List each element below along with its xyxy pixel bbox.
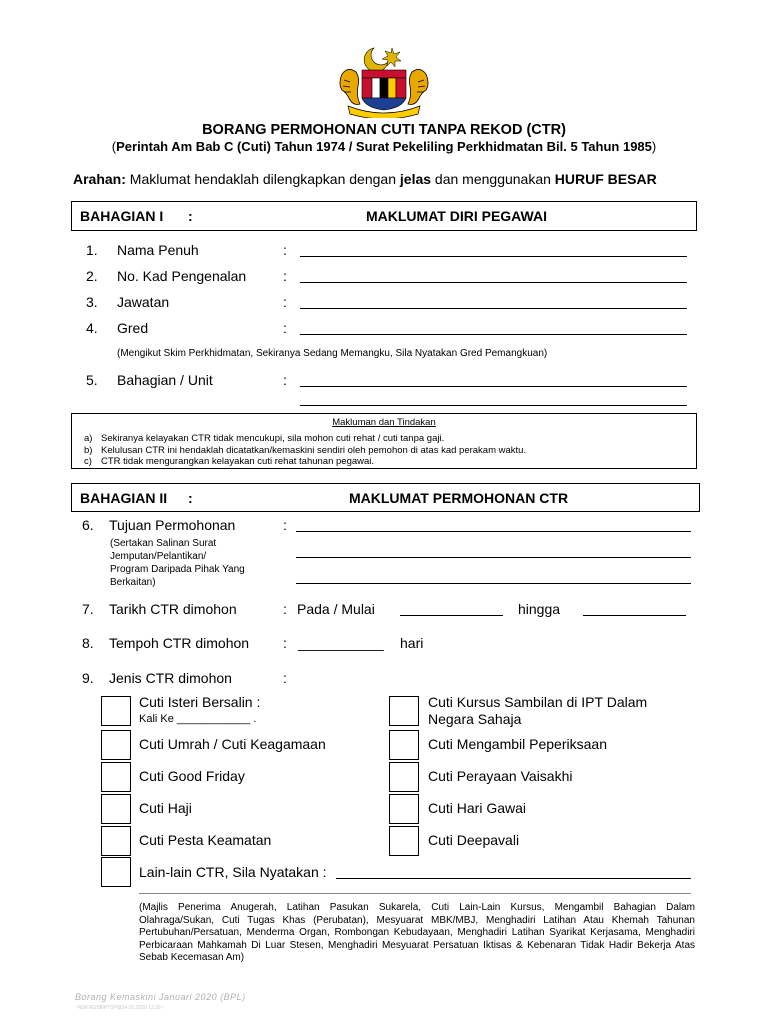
field3-label: Jawatan <box>117 294 170 310</box>
notice-item-b-mark: b) <box>84 445 93 456</box>
field2-colon: : <box>283 268 287 284</box>
field3-colon: : <box>283 294 287 310</box>
instruction-text-b: dan menggunakan <box>431 171 555 187</box>
tarikh-hingga-input-line[interactable] <box>583 615 686 616</box>
option-cuti-haji: Cuti Haji <box>139 800 192 816</box>
bahagian-unit-input-line-2[interactable] <box>300 405 687 406</box>
instruction-bold-b: HURUF BESAR <box>554 171 657 187</box>
field9-number: 9. <box>82 670 94 686</box>
other-note-line-2: Olahraga/Sukan, Cuti Tugas Khas (Perubatan), Mesyuarat MBK/MBJ, Menghadiri Latihan Atau Khemah Tahunan <box>139 914 695 926</box>
gred-input-line[interactable] <box>300 334 687 335</box>
option-cuti-isteri-bersalin: Cuti Isteri Bersalin : <box>139 694 261 710</box>
bahagian-unit-input-line[interactable] <box>300 386 687 387</box>
field6-note-line-1: (Sertakan Salinan Surat <box>110 538 217 549</box>
checkbox-cuti-good-friday[interactable] <box>101 762 131 792</box>
field1-label: Nama Penuh <box>117 242 199 258</box>
jawatan-input-line[interactable] <box>300 308 687 309</box>
kali-ke-field[interactable]: Kali Ke ____________ . <box>139 713 257 725</box>
field4-colon: : <box>283 320 287 336</box>
field5-number: 5. <box>86 372 98 388</box>
option-cuti-good-friday: Cuti Good Friday <box>139 768 245 784</box>
option-cuti-vaisakhi: Cuti Perayaan Vaisakhi <box>428 768 573 784</box>
checkbox-cuti-vaisakhi[interactable] <box>389 762 419 792</box>
field8-unit: hari <box>400 635 424 651</box>
instruction-text-a: Maklumat hendaklah dilengkapkan dengan <box>125 171 400 187</box>
field4-number: 4. <box>86 320 98 336</box>
lain-lain-input-line[interactable] <box>336 878 691 879</box>
field7-to-label: hingga <box>518 601 561 617</box>
option-lain-lain-label: Lain-lain CTR, Sila Nyatakan : <box>139 864 327 880</box>
section1-colon: : <box>188 208 193 224</box>
other-note-divider <box>139 893 691 894</box>
checkbox-cuti-kursus-sambilan[interactable] <box>389 696 419 726</box>
notice-item-c-text: CTR tidak mengurangkan kelayakan cuti rehat tahunan pegawai. <box>101 456 375 467</box>
checkbox-cuti-isteri-bersalin[interactable] <box>101 696 131 726</box>
field6-note-line-3: Program Daripada Pihak Yang <box>110 564 245 575</box>
option-cuti-umrah: Cuti Umrah / Cuti Keagamaan <box>139 736 326 752</box>
section1-title: MAKLUMAT DIRI PEGAWAI <box>366 208 547 224</box>
field6-note-line-2: Jemputan/Pelantikan/ <box>110 551 207 562</box>
field2-label: No. Kad Pengenalan <box>117 268 247 284</box>
instruction-bold-a: jelas <box>399 171 432 187</box>
footer-revision: Borang Kemaskini Januari 2020 (BPL) <box>75 992 246 1002</box>
other-note-line-5: Sebab Kecemasan Am) <box>139 952 245 963</box>
field9-label: Jenis CTR dimohon <box>109 670 232 686</box>
tujuan-input-line-2[interactable] <box>296 557 691 558</box>
option-cuti-deepavali: Cuti Deepavali <box>428 832 520 848</box>
field7-from-label: Pada / Mulai <box>297 601 375 617</box>
other-note-line-1: (Majlis Penerima Anugerah, Latihan Pasukan Sukarela, Cuti Lain-Lain Kursus, Mengambil Bahagian Dalam <box>139 902 695 913</box>
tempoh-input-blank[interactable]: ___________ <box>298 635 384 651</box>
checkbox-cuti-umrah[interactable] <box>101 730 131 760</box>
option-cuti-kursus-sambilan-line2: Negara Sahaja <box>428 711 522 727</box>
field2-number: 2. <box>86 268 98 284</box>
field6-number: 6. <box>82 517 94 533</box>
field4-label: Gred <box>117 320 149 336</box>
field7-number: 7. <box>82 601 94 617</box>
section2-label: BAHAGIAN II <box>80 490 168 506</box>
nama-penuh-input-line[interactable] <box>300 256 687 257</box>
section2-colon: : <box>188 490 193 506</box>
field1-colon: : <box>283 242 287 258</box>
field5-label: Bahagian / Unit <box>117 372 213 388</box>
field8-label: Tempoh CTR dimohon <box>109 635 250 651</box>
field7-label: Tarikh CTR dimohon <box>109 601 237 617</box>
checkbox-lain-lain[interactable] <box>101 857 131 887</box>
tujuan-input-line-1[interactable] <box>296 531 691 532</box>
option-cuti-kursus-sambilan: Cuti Kursus Sambilan di IPT Dalam <box>428 694 648 710</box>
kad-pengenalan-input-line[interactable] <box>300 282 687 283</box>
subtitle-close-paren: ) <box>651 139 657 154</box>
other-note-line-4: Perbicaraan Mahkamah Di Luar Stesen, Menghadiri Mesyuarat Persatuan Iktisas & Kebenaran Tidak Hadir Bekerja Atas <box>139 939 695 951</box>
field5-colon: : <box>283 372 287 388</box>
checkbox-cuti-hari-gawai[interactable] <box>389 794 419 824</box>
field1-number: 1. <box>86 242 98 258</box>
form-title: BORANG PERMOHONAN CUTI TANPA REKOD (CTR) <box>202 122 566 138</box>
section2-title: MAKLUMAT PERMOHONAN CTR <box>349 490 569 506</box>
malaysia-coat-of-arms-emblem <box>334 44 434 118</box>
checkbox-cuti-deepavali[interactable] <box>389 826 419 856</box>
other-note <box>139 902 695 965</box>
option-cuti-hari-gawai: Cuti Hari Gawai <box>428 800 527 816</box>
field6-label: Tujuan Permohonan <box>109 517 236 533</box>
field6-colon: : <box>283 517 287 533</box>
footer-ref: ~NUKI/6208/PTSP@14.01.2020 12:32~ <box>75 1005 164 1011</box>
tarikh-mulai-input-line[interactable] <box>400 615 503 616</box>
field3-number: 3. <box>86 294 98 310</box>
notice-item-a-mark: a) <box>84 433 93 444</box>
other-note-line-3: Pertubuhan/Persatuan, Menderma Organ, Rombongan Kebudayaan, Menghadiri Latihan Syarikat Kerjasama, Menghadiri <box>139 927 695 938</box>
notice-item-a-text: Sekiranya kelayakan CTR tidak mencukupi, sila mohon cuti rehat / cuti tanpa gaji. <box>101 433 445 444</box>
checkbox-cuti-haji[interactable] <box>101 794 131 824</box>
field9-colon: : <box>283 670 287 686</box>
gred-note: (Mengikut Skim Perkhidmatan, Sekiranya Sedang Memangku, Sila Nyatakan Gred Pemangkuan) <box>117 348 548 359</box>
field6-note-line-4: Berkaitan) <box>110 577 156 588</box>
checkbox-cuti-peperiksaan[interactable] <box>389 730 419 760</box>
checkbox-cuti-pesta-keamatan[interactable] <box>101 826 131 856</box>
subtitle-open-paren: ( <box>111 139 117 154</box>
section1-label: BAHAGIAN I <box>80 208 164 224</box>
option-cuti-peperiksaan: Cuti Mengambil Peperiksaan <box>428 736 607 752</box>
instruction-line <box>73 171 657 187</box>
subtitle-text: Perintah Am Bab C (Cuti) Tahun 1974 / Surat Pekeliling Perkhidmatan Bil. 5 Tahun 1985 <box>116 139 652 154</box>
form-subtitle <box>0 139 768 154</box>
field7-colon: : <box>283 601 287 617</box>
instruction-label: Arahan: <box>73 171 126 187</box>
option-cuti-pesta-keamatan: Cuti Pesta Keamatan <box>139 832 272 848</box>
notice-title: Makluman dan Tindakan <box>332 417 436 428</box>
field8-number: 8. <box>82 635 94 651</box>
notice-item-c-mark: c) <box>84 456 92 467</box>
notice-item-b-text: Kelulusan CTR ini hendaklah dicatatkan/kemaskini sendiri oleh pemohon di atas kad perakam waktu. <box>101 445 527 456</box>
tujuan-input-line-3[interactable] <box>296 583 691 584</box>
field8-colon: : <box>283 635 287 651</box>
